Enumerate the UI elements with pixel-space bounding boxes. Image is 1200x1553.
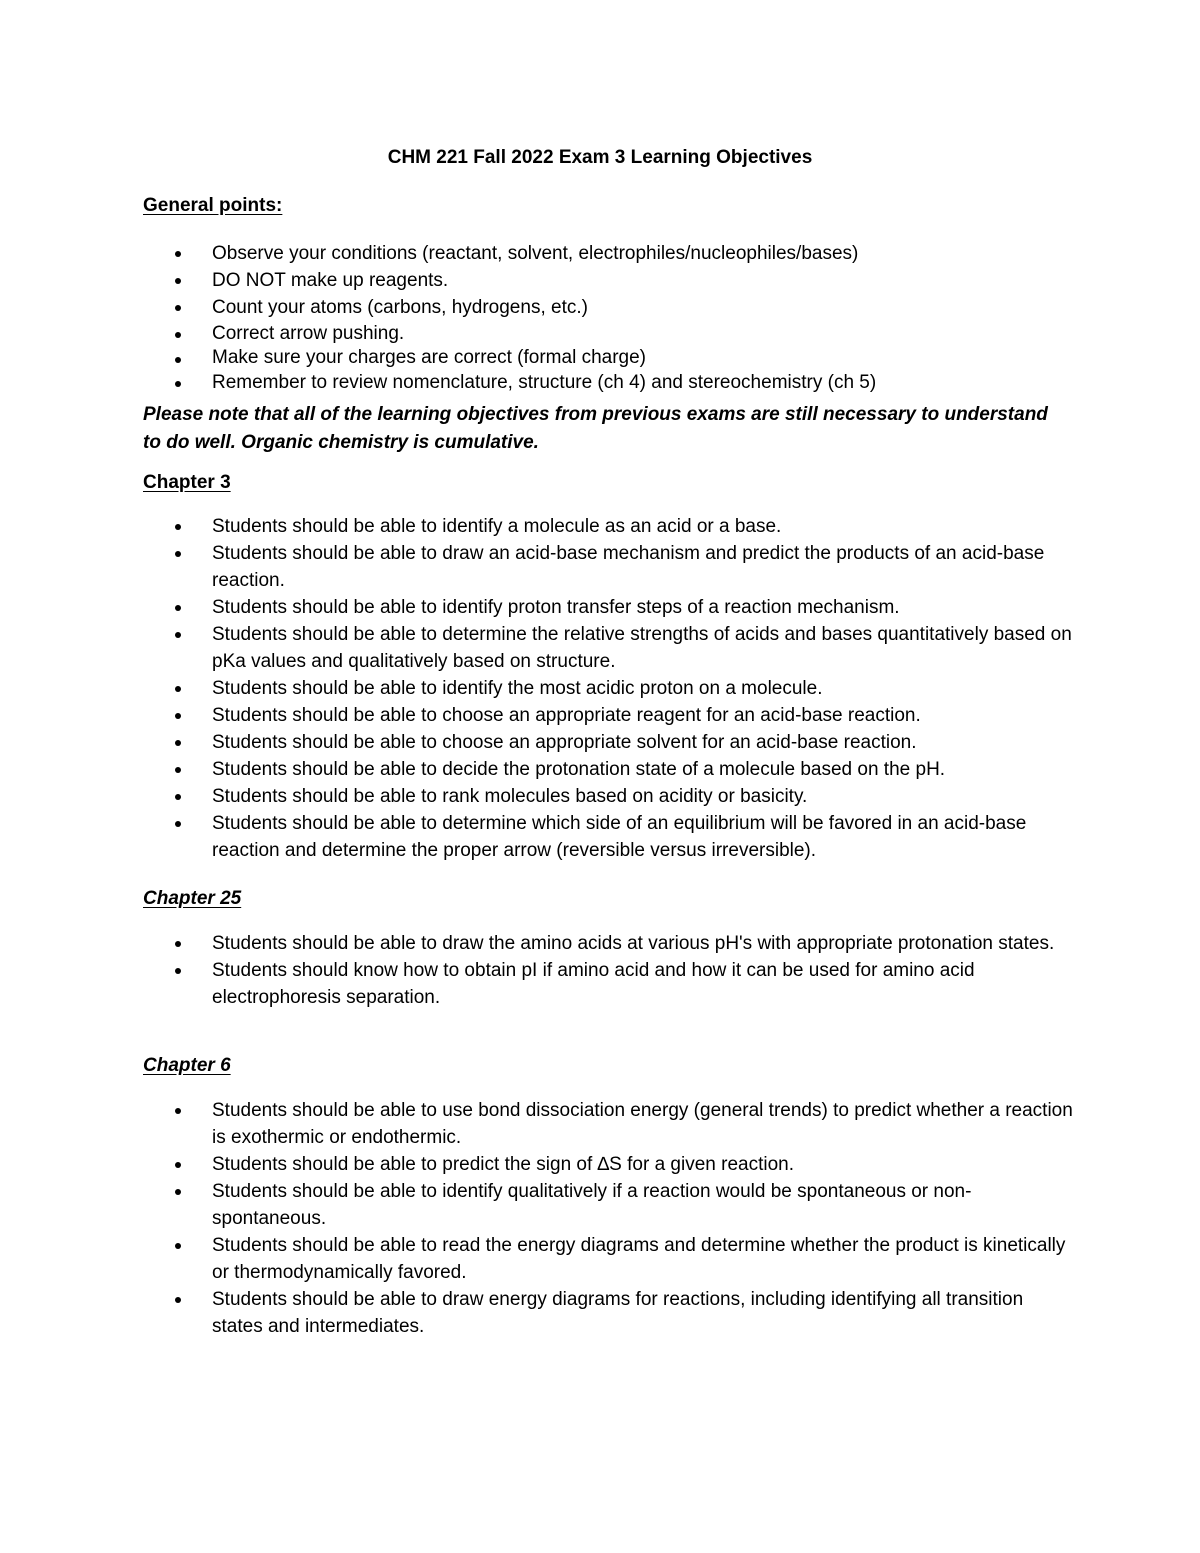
general-points-list <box>174 240 1074 396</box>
list-item: DO NOT make up reagents. <box>174 267 1074 294</box>
list-item: Students should be able to decide the protonation state of a molecule based on the pH. <box>174 756 1074 783</box>
list-item: Students should be able to identify proton transfer steps of a reaction mechanism. <box>174 594 1074 621</box>
list-item: Students should be able to predict the sign of ∆S for a given reaction. <box>174 1151 1074 1178</box>
list-item: Students should know how to obtain pI if amino acid and how it can be used for amino acid electrophoresis separation. <box>174 957 1074 1011</box>
list-item: Students should be able to identify the most acidic proton on a molecule. <box>174 675 1074 702</box>
list-item: Students should be able to read the energy diagrams and determine whether the product is kinetically or thermodynamically favored. <box>174 1232 1074 1286</box>
list-item: Students should be able to determine the relative strengths of acids and bases quantitatively based on pKa values and qualitatively based on structure. <box>174 621 1074 675</box>
page-title: CHM 221 Fall 2022 Exam 3 Learning Objectives <box>387 147 813 168</box>
chapter-6-heading: Chapter 6 <box>143 1055 231 1076</box>
list-item: Students should be able to identify a molecule as an acid or a base. <box>174 513 1074 540</box>
chapter-3-heading: Chapter 3 <box>143 472 231 493</box>
chapter-25-list <box>174 930 1074 1011</box>
chapter-25-heading: Chapter 25 <box>143 888 242 909</box>
chapter-3-list <box>174 513 1074 864</box>
cumulative-note: Please note that all of the learning objectives from previous exams are still necessary to understand to do well. Organic chemistry is cumulative. <box>143 404 1048 453</box>
list-item: Students should be able to draw energy diagrams for reactions, including identifying all transition states and intermediates. <box>174 1286 1074 1340</box>
list-item: Observe your conditions (reactant, solvent, electrophiles/nucleophiles/bases) <box>174 240 1074 267</box>
list-item: Students should be able to rank molecules based on acidity or basicity. <box>174 783 1074 810</box>
list-item: Count your atoms (carbons, hydrogens, etc.) <box>174 294 1074 321</box>
list-item: Students should be able to use bond dissociation energy (general trends) to predict whether a reaction is exothermic or endothermic. <box>174 1097 1074 1151</box>
list-item: Students should be able to draw the amino acids at various pH's with appropriate protonation states. <box>174 930 1074 957</box>
general-points-heading: General points: <box>143 195 283 216</box>
list-item: Students should be able to draw an acid-base mechanism and predict the products of an acid-base reaction. <box>174 540 1074 594</box>
list-item: Remember to review nomenclature, structure (ch 4) and stereochemistry (ch 5) <box>174 370 1074 396</box>
list-item: Correct arrow pushing. <box>174 321 1074 346</box>
list-item: Make sure your charges are correct (formal charge) <box>174 346 1074 370</box>
list-item: Students should be able to identify qualitatively if a reaction would be spontaneous or non-spontaneous. <box>174 1178 1074 1232</box>
list-item: Students should be able to choose an appropriate reagent for an acid-base reaction. <box>174 702 1074 729</box>
chapter-6-list <box>174 1097 1074 1340</box>
list-item: Students should be able to choose an appropriate solvent for an acid-base reaction. <box>174 729 1074 756</box>
list-item: Students should be able to determine which side of an equilibrium will be favored in an acid-base reaction and determine the proper arrow (reversible versus irreversible). <box>174 810 1074 864</box>
